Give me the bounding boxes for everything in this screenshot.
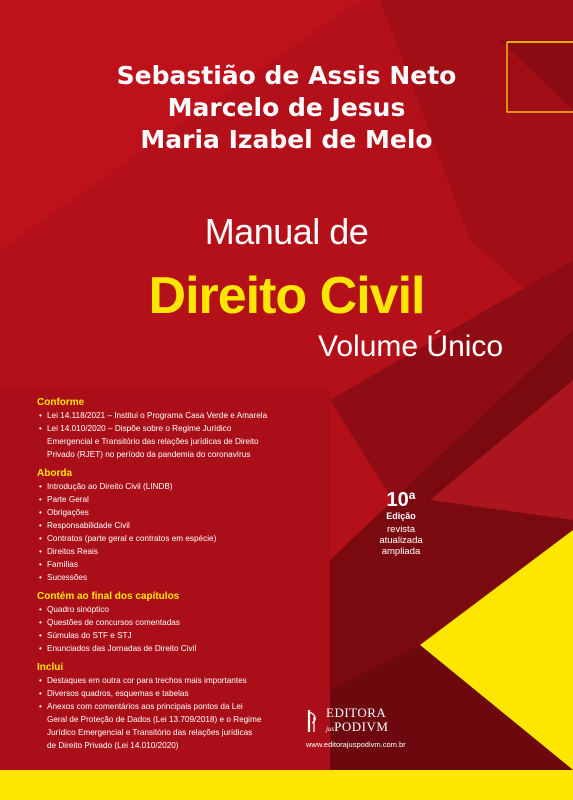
section-list (37, 603, 322, 655)
list-item: • Parte Geral (37, 493, 322, 506)
publisher-jus: jus (326, 725, 335, 733)
list-item: • Questões de concursos comentadas (37, 616, 322, 629)
list-item: • Direitos Reais (37, 545, 322, 558)
authors-block (0, 60, 573, 156)
list-item-continuation (37, 435, 322, 461)
list-item: • Contratos (parte geral e contratos em espécie) (37, 532, 322, 545)
list-item-continuation-line: de Direito Privado (Lei 14.010/2020) (47, 741, 179, 750)
list-item: • Quadro sinóptico (37, 603, 322, 616)
publisher-podivm: PODIVM (334, 719, 389, 734)
list-item: • Sucessões (37, 571, 322, 584)
publisher-name-line1: EDITORA (326, 705, 387, 720)
edition-note: revista (387, 524, 415, 535)
edition-note: ampliada (381, 546, 421, 557)
publisher-logo-icon (306, 708, 320, 734)
edition-badge (372, 484, 430, 557)
list-item: • Famílias (37, 558, 322, 571)
edition-number-value: 10 (386, 489, 409, 511)
section-list (37, 409, 322, 435)
contents-info (37, 396, 322, 752)
section-heading: Contém ao final dos capítulos (37, 591, 180, 602)
list-item: • Diversos quadros, esquemas e tabelas (37, 687, 322, 700)
edition-label: Edição (386, 511, 416, 521)
section-heading: Conforme (37, 397, 85, 408)
list-item: • Súmulas do STF e STJ (37, 629, 322, 642)
list-item-continuation-line: Privado (RJET) no período da pandemia do coronavírus (47, 450, 251, 459)
author-name: Maria Izabel de Melo (140, 125, 433, 154)
author-name: Marcelo de Jesus (167, 93, 406, 122)
list-item: • Obrigações (37, 506, 322, 519)
list-item: • Introdução ao Direito Civil (LINDB) (37, 480, 322, 493)
title-main: Direito Civil (148, 267, 425, 325)
edition-number (372, 484, 430, 511)
list-item: • Enunciados das Jornadas de Direito Civil (37, 642, 322, 655)
section-list (37, 480, 322, 584)
list-item: • Lei 14.010/2020 – Dispõe sobre o Regime Jurídico (37, 422, 322, 435)
title-volume: Volume Único (318, 330, 504, 363)
list-item-continuation-line: Geral de Proteção de Dados (Lei 13.709/2018) e o Regime (47, 715, 262, 724)
list-item-continuation-line: Jurídico Emergencial e Transitório das relações jurídicas (47, 728, 253, 737)
edition-note: atualizada (379, 535, 423, 546)
edition-ordinal: a (408, 488, 416, 502)
edition-notes (372, 524, 430, 557)
section-heading: Aborda (37, 468, 72, 479)
list-item: • Responsabilidade Civil (37, 519, 322, 532)
list-item-continuation (37, 713, 322, 752)
author-name: Sebastião de Assis Neto (116, 61, 457, 90)
list-item: • Anexos com comentários aos principais pontos da Lei (37, 700, 322, 713)
publisher-name-line2 (326, 720, 388, 736)
publisher-block (306, 706, 446, 749)
list-item-continuation-line: Emergencial e Transitório das relações jurídicas de Direito (47, 437, 259, 446)
publisher-logo (306, 706, 446, 736)
bottom-accent-band (0, 770, 573, 800)
section-list (37, 674, 322, 713)
publisher-name (326, 706, 388, 736)
title-line-1: Manual de (204, 211, 369, 252)
list-item: • Destaques em outra cor para trechos mais importantes (37, 674, 322, 687)
list-item: • Lei 14.118/2021 – Institui o Programa Casa Verde e Amarela (37, 409, 322, 422)
section-heading: Inclui (37, 662, 64, 673)
publisher-url: www.editorajuspodivm.com.br (306, 740, 406, 749)
